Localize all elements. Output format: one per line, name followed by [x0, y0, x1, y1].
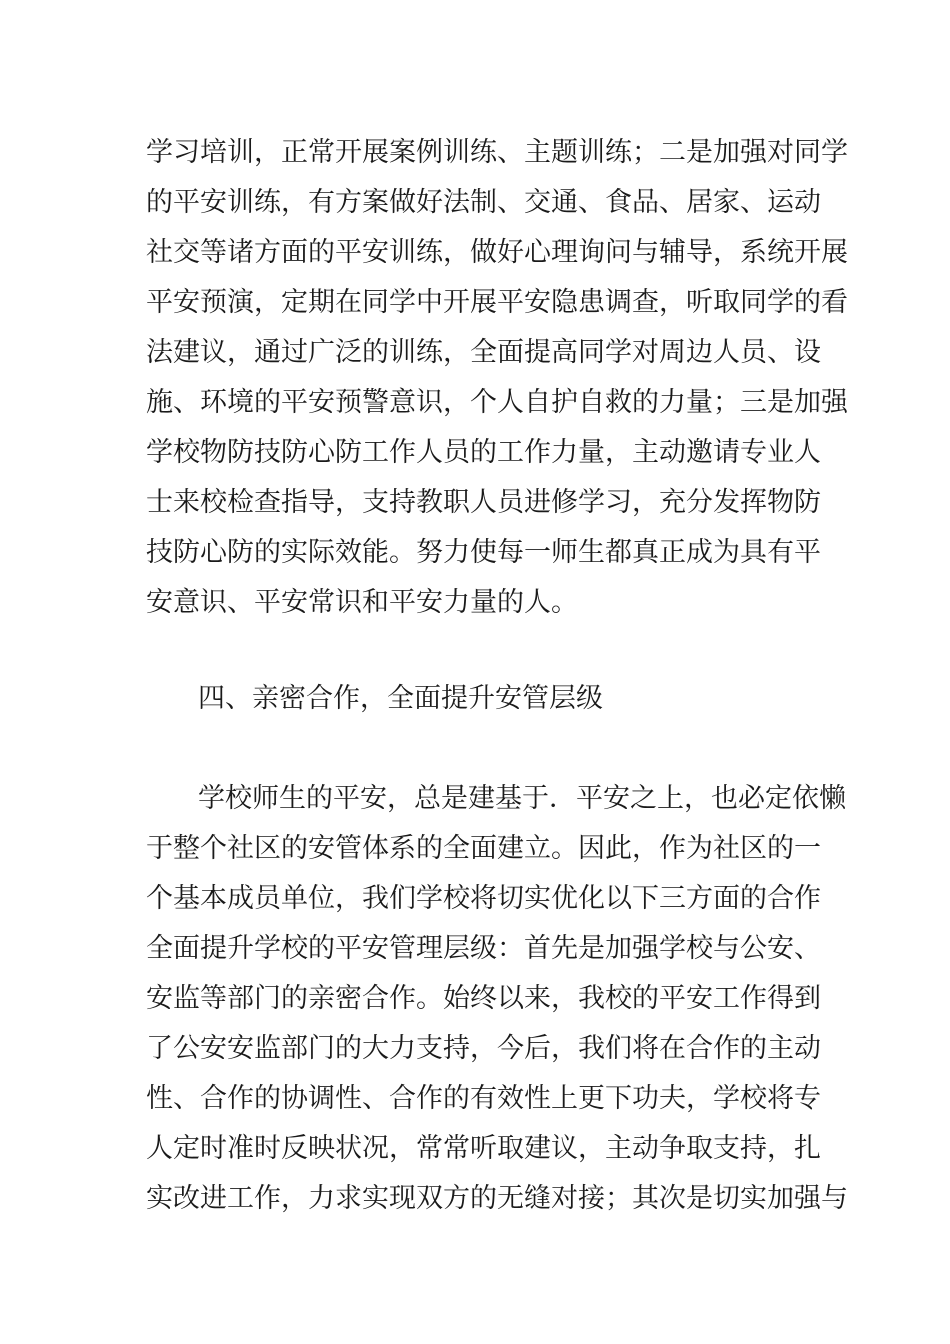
text-line: 学校师生的平安，总是建基于．平安之上，也必定依懒 — [198, 783, 846, 814]
section-heading: 四、亲密合作，全面提升安管层级 — [198, 683, 603, 714]
text-line: 技防心防的实际效能。努力使每一师生都真正成为具有平 — [146, 537, 821, 568]
text-line: 全面提升学校的平安管理层级：首先是加强学校与公安、 — [146, 933, 821, 964]
text-line: 了公安安监部门的大力支持，今后，我们将在合作的主动 — [146, 1033, 821, 1064]
text-line: 社交等诸方面的平安训练，做好心理询问与辅导，系统开展 — [146, 237, 848, 268]
text-line: 施、环境的平安预警意识，个人自护自救的力量；三是加强 — [146, 387, 848, 418]
text-line: 人定时准时反映状况，常常听取建议，主动争取支持，扎 — [146, 1133, 821, 1164]
text-line: 实改进工作，力求实现双方的无缝对接；其次是切实加强与 — [146, 1183, 848, 1214]
text-line: 安监等部门的亲密合作。始终以来，我校的平安工作得到 — [146, 983, 821, 1014]
text-line: 法建议，通过广泛的训练，全面提高同学对周边人员、设 — [146, 337, 821, 368]
text-line: 的平安训练，有方案做好法制、交通、食品、居家、运动 — [146, 187, 821, 218]
text-line: 于整个社区的安管体系的全面建立。因此，作为社区的一 — [146, 833, 821, 864]
text-line: 安意识、平安常识和平安力量的人。 — [146, 587, 578, 618]
text-line: 性、合作的协调性、合作的有效性上更下功夫，学校将专 — [146, 1083, 821, 1114]
text-line: 个基本成员单位，我们学校将切实优化以下三方面的合作 — [146, 883, 821, 914]
text-line: 学校物防技防心防工作人员的工作力量，主动邀请专业人 — [146, 437, 821, 468]
text-line: 士来校检查指导，支持教职人员进修学习，充分发挥物防 — [146, 487, 821, 518]
text-line: 平安预演，定期在同学中开展平安隐患调查，听取同学的看 — [146, 287, 848, 318]
text-line: 学习培训，正常开展案例训练、主题训练；二是加强对同学 — [146, 137, 848, 168]
